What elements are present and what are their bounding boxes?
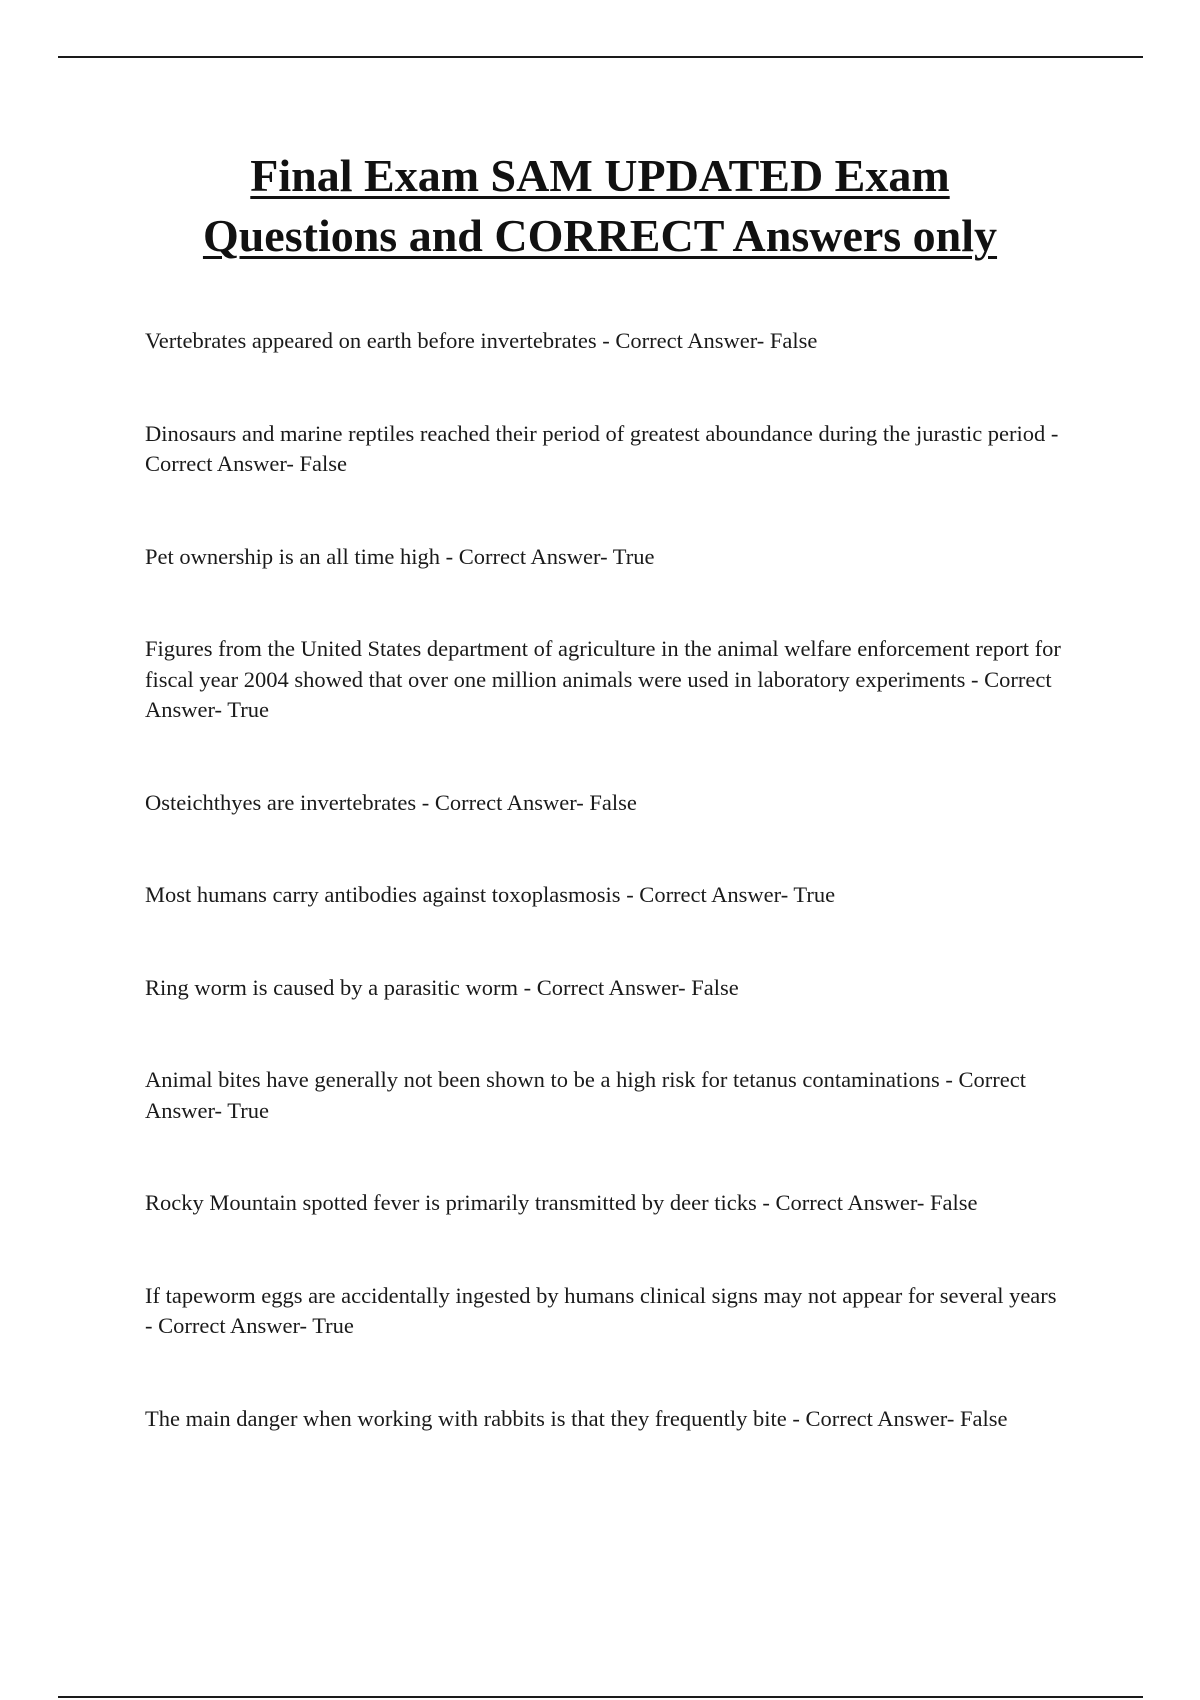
qa-item: Figures from the United States department of agriculture in the animal welfare enforcement report for fiscal year 2004 showed that over one million animals were used in laboratory experiments - Correct Answer- True	[145, 636, 1061, 722]
qa-item: Pet ownership is an all time high - Correct Answer- True	[145, 543, 655, 569]
qa-item: Osteichthyes are invertebrates - Correct Answer- False	[145, 789, 637, 815]
qa-item: The main danger when working with rabbits is that they frequently bite - Correct Answer- False	[145, 1405, 1008, 1431]
page-title	[0, 146, 1200, 266]
bottom-divider	[58, 1696, 1143, 1698]
qa-item: Ring worm is caused by a parasitic worm - Correct Answer- False	[145, 974, 739, 1000]
qa-item: Animal bites have generally not been shown to be a high risk for tetanus contaminations - Correct Answer- True	[145, 1067, 1027, 1123]
question-answer-list	[145, 326, 1065, 1496]
qa-item: Rocky Mountain spotted fever is primarily transmitted by deer ticks - Correct Answer- False	[145, 1190, 978, 1215]
top-divider	[58, 56, 1143, 58]
title-line-1: Final Exam SAM UPDATED Exam	[250, 150, 950, 201]
qa-item: Most humans carry antibodies against toxoplasmosis - Correct Answer- True	[145, 882, 836, 907]
qa-item: If tapeworm eggs are accidentally ingested by humans clinical signs may not appear for several years - Correct Answer- True	[145, 1282, 1057, 1338]
qa-item: Vertebrates appeared on earth before invertebrates - Correct Answer- False	[145, 328, 818, 353]
qa-item: Dinosaurs and marine reptiles reached their period of greatest aboundance during the jurastic period - Correct Answer- False	[145, 420, 1059, 476]
title-line-2: Questions and CORRECT Answers only	[202, 210, 998, 261]
